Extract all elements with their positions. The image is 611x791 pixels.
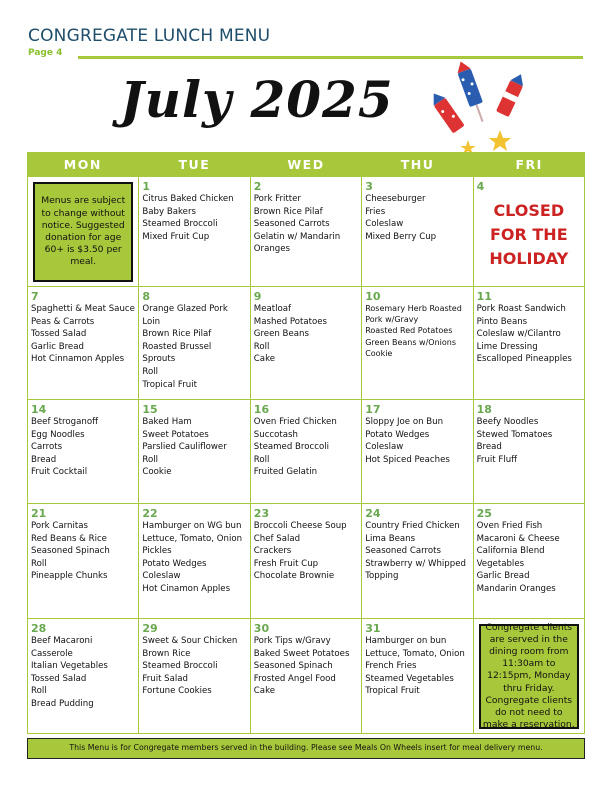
day-cell <box>474 400 585 504</box>
day-number: 28 <box>31 622 47 635</box>
menu-item: Roll <box>142 366 159 377</box>
weekday-mon: MON <box>63 157 102 172</box>
menu-item: Cake <box>253 354 276 365</box>
day-cell <box>251 177 362 287</box>
menu-item: Orange Glazed Pork Loin <box>142 304 228 327</box>
menu-item: Carrots <box>31 442 63 453</box>
menu-item: Brown Rice Pilaf <box>142 329 212 340</box>
day-number: 3 <box>365 180 373 193</box>
day-number: 25 <box>476 507 492 520</box>
day-number: 2 <box>253 180 262 193</box>
menu-item: Rosemary Herb Roasted Pork w/Gravy <box>365 304 462 325</box>
menu-item: Fruit Fluff <box>476 454 518 465</box>
menu-item: Coleslaw <box>142 571 181 582</box>
menu-item: Potato Wedges <box>142 558 207 569</box>
day-number: 8 <box>142 290 151 303</box>
calendar-week <box>28 400 585 504</box>
donation-notice <box>33 182 133 282</box>
menu-item: Garlic Bread <box>31 341 84 352</box>
weekday-thu: THU <box>400 157 435 172</box>
menu-item: Hot Cinnamon Apples <box>31 354 125 365</box>
menu-item: Hot Spiced Peaches <box>365 454 450 465</box>
menu-item: Chocolate Brownie <box>253 571 335 582</box>
menu-item: Lettuce, Tomato, Onion <box>365 648 465 659</box>
menu-item: Tossed Salad <box>31 329 87 340</box>
menu-item: Hot Cinamon Apples <box>142 583 231 594</box>
day-cell <box>139 400 250 504</box>
day-number: 30 <box>253 622 270 635</box>
day-cell <box>474 504 585 619</box>
menu-calendar <box>27 152 585 734</box>
day-cell <box>28 287 139 400</box>
calendar-week <box>28 619 585 734</box>
day-number: 15 <box>142 403 158 416</box>
menu-item: Garlic Bread <box>476 571 530 582</box>
menu-item: Oven Fried Chicken <box>253 417 337 427</box>
menu-item: Mixed Fruit Cup <box>142 231 210 242</box>
menu-item: Gelatin w/ Mandarin Oranges <box>253 231 341 255</box>
menu-item: Mashed Potatoes <box>253 316 328 327</box>
menu-item: Brown Rice Pilaf <box>253 206 323 217</box>
menu-item: Oven Fried Fish <box>476 521 543 531</box>
day-cell <box>139 177 250 287</box>
day-cell <box>139 287 250 400</box>
menu-item: Country Fried Chicken <box>365 521 460 531</box>
closed-line: FOR THE <box>489 225 568 244</box>
menu-item: Seasoned Carrots <box>253 219 330 230</box>
menu-item: Coleslaw <box>365 442 404 453</box>
menu-item: Citrus Baked Chicken <box>142 194 234 204</box>
menu-item: Steamed Broccoli <box>253 442 330 453</box>
menu-header-title: CONGREGATE LUNCH MENU <box>28 26 271 46</box>
day-number: 10 <box>365 290 381 303</box>
menu-item: Coleslaw w/Cilantro Lime Dressing <box>476 329 561 352</box>
menu-item: Beef Macaroni Casserole <box>31 636 93 659</box>
menu-item: Fortune Cookies <box>142 686 212 697</box>
day-cell <box>362 400 473 504</box>
menu-item: Seasoned Spinach <box>31 546 110 557</box>
day-number: 11 <box>476 290 492 303</box>
menu-item: Steamed Broccoli <box>142 661 218 672</box>
menu-item: Roasted Brussel Sprouts <box>142 341 212 365</box>
day-cell <box>251 400 362 504</box>
menu-item: Fresh Fruit Cup <box>253 558 319 569</box>
menu-item: Roll <box>142 454 159 465</box>
menu-item: Steamed Vegetables <box>365 673 454 684</box>
day-cell <box>362 619 473 734</box>
page-number: Page 4 <box>28 48 63 58</box>
day-cell <box>362 177 473 287</box>
menu-item: Egg Noodles <box>31 429 85 440</box>
service-hours-text: Congregate clients are served in the dining room from 11:30am to 12:15pm, Monday thru Friday. Congregate clients do not need to make a reservation. <box>482 621 575 731</box>
menu-item: Mandarin Oranges <box>476 583 556 594</box>
calendar-week <box>28 504 585 619</box>
menu-item: French Fries <box>365 661 417 672</box>
day-cell <box>28 400 139 504</box>
menu-item: Roll <box>253 454 270 465</box>
menu-item: Hamburger on bun <box>365 636 447 646</box>
menu-item: Fruit Salad <box>142 673 189 684</box>
menu-item: Broccoli Cheese Soup <box>253 521 347 531</box>
menu-item: Pineapple Chunks <box>31 571 108 582</box>
menu-item: Red Beans & Rice <box>31 533 107 544</box>
menu-item: Pork Fritter <box>253 194 301 204</box>
menu-item: Brown Rice <box>142 648 191 659</box>
notice-cell <box>28 177 139 287</box>
day-cell <box>28 504 139 619</box>
day-number: 21 <box>31 507 47 520</box>
menu-item: Sloppy Joe on Bun <box>365 417 444 427</box>
menu-item: Bread <box>31 454 57 465</box>
menu-item: Frosted Angel Food Cake <box>253 673 336 697</box>
day-number: 29 <box>142 622 158 635</box>
menu-item: Cheeseburger <box>365 194 426 204</box>
day-cell <box>474 287 585 400</box>
menu-item: Chef Salad <box>253 533 301 544</box>
weekday-wed: WED <box>287 157 325 172</box>
menu-item: Strawberry w/ Whipped Topping <box>365 558 466 582</box>
menu-item: Beef Stroganoff <box>31 417 99 427</box>
day-number: 18 <box>476 403 492 416</box>
menu-item: Bread <box>476 442 502 453</box>
menu-item: Sweet Potatoes <box>142 429 209 440</box>
day-cell <box>362 287 473 400</box>
menu-item: Potato Wedges <box>365 429 430 440</box>
weekday-header-row <box>27 152 585 177</box>
day-number: 7 <box>31 290 39 303</box>
menu-item: Roll <box>31 686 47 697</box>
menu-item: Roll <box>31 558 47 569</box>
menu-item: Beefy Noodles <box>476 417 539 427</box>
menu-item: Tropical Fruit <box>142 379 197 390</box>
day-cell <box>139 619 250 734</box>
day-number: 16 <box>253 403 270 416</box>
menu-item: Italian Vegetables <box>31 661 108 672</box>
menu-item: Meatloaf <box>253 304 292 314</box>
menu-item: Fruited Gelatin <box>253 467 318 478</box>
menu-item: Macaroni & Cheese <box>476 533 560 544</box>
day-number: 17 <box>365 403 381 416</box>
menu-item: Mixed Berry Cup <box>365 231 437 242</box>
day-number: 24 <box>365 507 381 520</box>
day-cell <box>251 287 362 400</box>
day-cell <box>28 619 139 734</box>
menu-item: Coleslaw <box>365 219 404 230</box>
footer-note: This Menu is for Congregate members served in the building. Please see Meals On Wheels insert for meal delivery menu. <box>27 738 585 759</box>
menu-item: Tropical Fruit <box>365 686 420 697</box>
day-number: 1 <box>142 180 151 193</box>
menu-item: Succotash <box>253 429 298 440</box>
menu-item: Bread Pudding <box>31 698 94 709</box>
closed-line: CLOSED <box>493 201 565 220</box>
menu-item: Pork Carnitas <box>31 521 88 531</box>
menu-item: Fruit Cocktail <box>31 467 88 478</box>
menu-item: Crackers <box>253 546 292 557</box>
menu-item: Parslied Cauliflower <box>142 442 227 453</box>
menu-item: Escalloped Pineapples <box>476 354 572 365</box>
menu-item: Lettuce, Tomato, Onion Pickles <box>142 533 243 557</box>
menu-item: Steamed Broccoli <box>142 219 218 230</box>
menu-item: Green Beans <box>253 329 309 340</box>
weekday-tue: TUE <box>178 157 211 172</box>
menu-item: Fries <box>365 206 386 217</box>
donation-notice-text: Menus are subject to change without notice. Suggested donation for age 60+ is $3.50 per meal. <box>41 195 126 268</box>
menu-item: Green Beans w/Onions <box>365 337 457 347</box>
menu-item: Peas & Carrots <box>31 316 95 327</box>
menu-item: Baby Bakers <box>142 206 196 217</box>
menu-item: Tossed Salad <box>31 673 87 684</box>
calendar-week <box>28 287 585 400</box>
menu-item: Baked Sweet Potatoes <box>253 648 350 659</box>
day-cell <box>251 504 362 619</box>
menu-item: Cookie <box>142 467 172 478</box>
day-number: 14 <box>31 403 47 416</box>
menu-item: Stewed Tomatoes <box>476 429 553 440</box>
day-number: 31 <box>365 622 381 635</box>
menu-item: California Blend Vegetables <box>476 546 545 569</box>
menu-item: Seasoned Carrots <box>365 546 441 557</box>
day-cell <box>251 619 362 734</box>
day-cell <box>362 504 473 619</box>
closed-line: HOLIDAY <box>489 249 569 268</box>
service-hours-notice <box>479 621 579 731</box>
menu-item: Sweet & Sour Chicken <box>142 636 238 646</box>
menu-item: Seasoned Spinach <box>253 661 333 672</box>
firework-rockets-icon <box>430 60 540 160</box>
day-cell <box>139 504 250 619</box>
service-hours-cell <box>474 619 585 734</box>
month-title: July 2025 <box>120 70 394 129</box>
day-number: 4 <box>476 180 485 193</box>
menu-item: Pork Tips w/Gravy <box>253 636 331 646</box>
menu-item: Spaghetti & Meat Sauce <box>31 304 135 314</box>
day-number: 22 <box>142 507 158 520</box>
header-divider <box>78 56 583 59</box>
day-cell-holiday <box>474 177 585 287</box>
day-number: 23 <box>253 507 270 520</box>
weekday-fri: FRI <box>515 157 543 172</box>
menu-item: Hamburger on WG bun <box>142 521 242 531</box>
menu-item: Baked Ham <box>142 417 192 427</box>
day-number: 9 <box>253 290 262 303</box>
menu-item: Cookie <box>365 348 393 358</box>
menu-item: Roll <box>253 341 270 352</box>
menu-item: Pinto Beans <box>476 316 528 327</box>
menu-item: Roasted Red Potatoes <box>365 326 453 336</box>
menu-item: Lima Beans <box>365 533 416 544</box>
calendar-week <box>28 177 585 287</box>
menu-item: Pork Roast Sandwich <box>476 304 566 314</box>
holiday-closed-notice <box>477 199 581 271</box>
